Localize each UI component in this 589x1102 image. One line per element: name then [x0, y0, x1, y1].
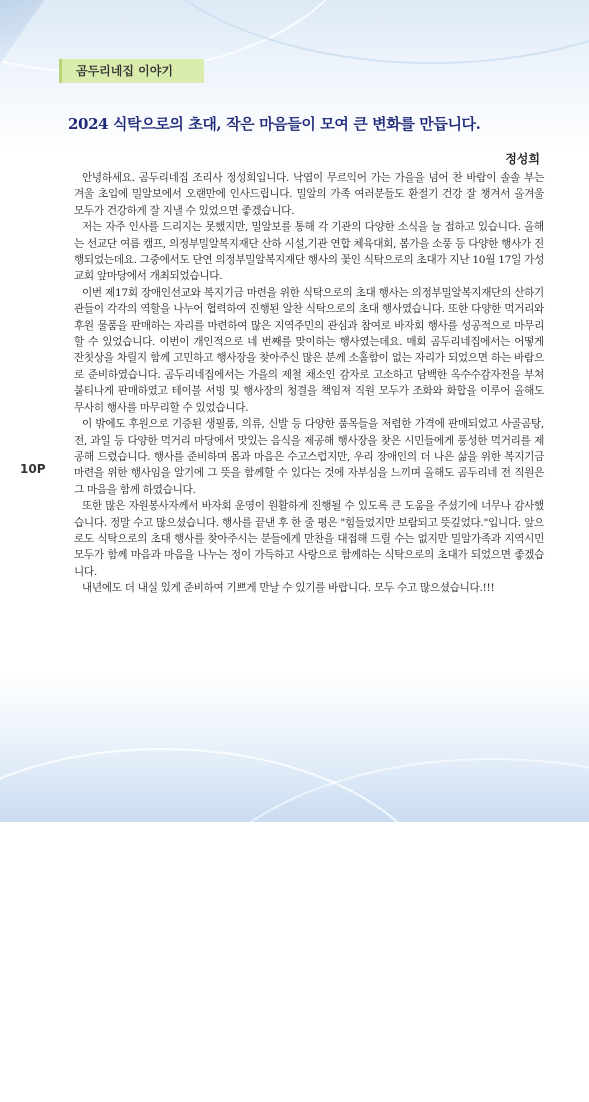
section-label: 곰두리네집 이야기	[59, 59, 204, 83]
paragraph: 이번 제17회 장애인선교와 복지기금 마련을 위한 식탁으로의 초대 행사는 의정부밀알복지재단의 산하기관들이 각각의 역할을 나누어 협력하여 진행된 알찬 식탁으로의 초대 행사였습니다. 또한 다양한 먹거리와 후원 물품을 판매하는 자리를 마련하여 많은 지역주민의 관심과 참여로 바자회 행사를 성공적으로 마무리할 수 있었습니다. 이번이 개인적으로 네 번째를 맞이하는 행사였는데요. 매회 곰두리네집에서는 어떻게 잔칫상을 차릴지 함께 고민하고 행사장을 찾아주신 많은 분께 소홀함이 없는 자리가 되었으면 하는 바람으로 준비하였습니다. 곰두리네집에서는 가을의 제철 채소인 감자로 고소하고 담백한 옥수수감자전을 부쳐 붙티나게 판매하였고 테이블 서빙 및 행사장의 청결을 책임져 직원 모두가 조화와 화합을 이루어 올해도 무사히 행사를 마무리할 수 있었습니다.	[74, 286, 544, 414]
page-number: 10P	[20, 462, 46, 476]
paragraph: 안녕하세요. 곰두리네집 조리사 정성희입니다. 낙엽이 무르익어 가는 가을을 넘어 찬 바람이 솔솔 부는 겨울 초입에 밀알보에서 오랜만에 인사드립니다. 밀알의 가족 여러분들도 환절기 건강 잘 챙겨서 올겨울 모두가 건강하게 잘 지낼 수 있었으면 좋겠습니다.	[74, 172, 544, 217]
paragraph: 저는 자주 인사를 드리지는 못했지만, 밀알보를 통해 각 기관의 다양한 소식을 늘 접하고 있습니다. 올해는 선교단 여름 캠프, 의정부밀알복지재단 산하 시설,기관 연합 체육대회, 봄가을 소풍 등 다양한 행사가 진행되었는데요. 그중에서도 단연 의정부밀알복지재단 행사의 꽃인 식탁으로의 초대가 지난 10월 17일 가성교회 앞마당에서 개최되었습니다.	[74, 221, 544, 283]
article-title: 2024 식탁으로의 초대, 작은 마음들이 모여 큰 변화를 만듭니다.	[68, 115, 481, 133]
author-name: 정성희	[505, 152, 540, 166]
paragraph: 이 밖에도 후원으로 기증된 생필품, 의류, 신발 등 다양한 품목들을 저렴한 가격에 판매되었고 사골곰탕, 전, 과일 등 다양한 먹거리 마당에서 맛있는 음식을 제공해 행사장을 찾은 시민들에게 풍성한 먹거리를 제공해 드렸습니다. 행사를 준비하며 몸과 마음은 수고스럽지만, 우리 장애인의 더 나은 삶을 위한 복지기금 마련을 위한 행사임을 알기에 그 뜻을 함께할 수 있다는 것에 자부심을 느끼며 올해도 곰두리네 전 직원은 그 마음을 함께 하였습니다.	[74, 418, 544, 496]
paragraph: 내년에도 더 내실 있게 준비하여 기쁘게 만날 수 있기를 바랍니다. 모두 수고 많으셨습니다.!!!	[82, 582, 495, 595]
paragraph: 또한 많은 자원봉사자께서 바자회 운영이 원활하게 진행될 수 있도록 큰 도움을 주셨기에 너무나 감사했습니다. 정말 수고 많으셨습니다. 행사를 끝낸 후 한 줄 평은 "힘들었지만 보람되고 뜻깊었다."입니다. 앞으로도 식탁으로의 초대 행사를 찾아주시는 분들에게 만찬을 대접해 드릴 수는 없지만 밀알가족과 지역시민 모두가 함께 마음과 마음을 나누는 정이 가득하고 사랑으로 함께하는 식탁으로의 초대가 되었으면 좋겠습니다.	[74, 500, 544, 578]
article-body	[74, 170, 544, 597]
